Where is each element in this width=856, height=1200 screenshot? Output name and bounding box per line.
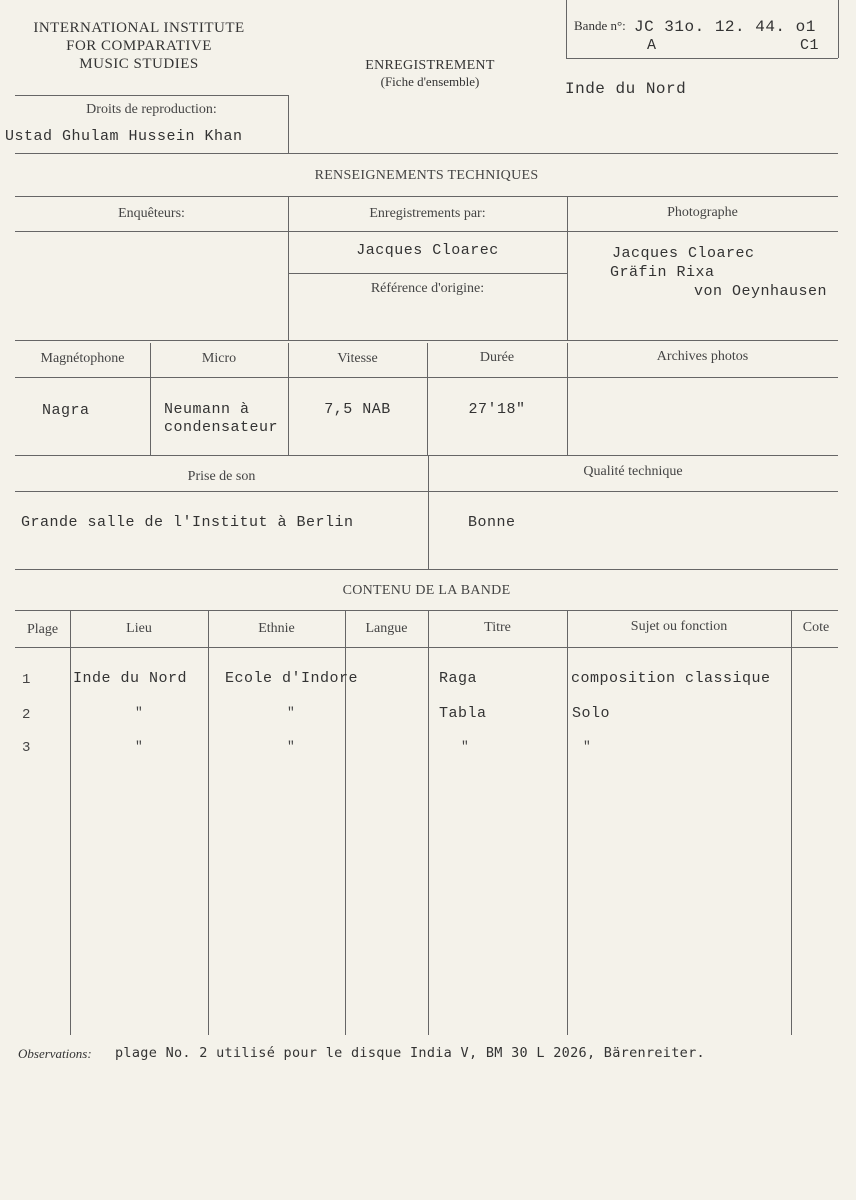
row-3-lieu: " bbox=[135, 739, 143, 754]
enregistrements-value: Jacques Cloarec bbox=[356, 242, 499, 259]
form-title-block bbox=[340, 58, 520, 90]
row-3-sujet: " bbox=[583, 739, 591, 754]
photographe-line-3: von Oeynhausen bbox=[694, 283, 828, 300]
row-2-lieu: " bbox=[135, 705, 143, 720]
archives-photos-label: Archives photos bbox=[656, 349, 749, 364]
technical-section-title: RENSEIGNEMENTS TECHNIQUES bbox=[314, 168, 539, 183]
col-header-lieu: Lieu bbox=[126, 621, 152, 636]
row-2-ethnie: " bbox=[287, 705, 295, 720]
prise-de-son-value: Grande salle de l'Institut à Berlin bbox=[21, 514, 354, 531]
qualite-label: Qualité technique bbox=[583, 464, 683, 479]
bande-side: A bbox=[647, 37, 657, 54]
col-header-titre: Titre bbox=[484, 620, 511, 635]
bande-label: Bande n°: bbox=[574, 18, 626, 33]
bande-number: JC 31o. 12. 44. o1 bbox=[634, 18, 816, 36]
enqueteurs-label: Enquêteurs: bbox=[118, 206, 185, 221]
observations-value: plage No. 2 utilisé pour le disque India V, BM 30 L 2026, Bärenreiter. bbox=[115, 1045, 705, 1061]
row-1-ethnie: Ecole d'Indore bbox=[225, 670, 359, 687]
observations-label: Observations: bbox=[18, 1046, 92, 1061]
duree-value: 27'18" bbox=[468, 401, 526, 418]
row-2-plage: 2 bbox=[22, 707, 31, 723]
form-subtitle: (Fiche d'ensemble) bbox=[380, 74, 480, 89]
row-2-titre: Tabla bbox=[439, 705, 487, 722]
col-header-plage: Plage bbox=[26, 622, 59, 637]
row-3-ethnie: " bbox=[287, 739, 295, 754]
contents-section-title: CONTENU DE LA BANDE bbox=[342, 583, 511, 598]
region: Inde du Nord bbox=[565, 80, 687, 98]
row-1-titre: Raga bbox=[439, 670, 478, 687]
col-header-ethnie: Ethnie bbox=[258, 621, 295, 636]
rights-value: Ustad Ghulam Hussein Khan bbox=[5, 128, 243, 145]
row-2-sujet: Solo bbox=[572, 705, 611, 722]
vitesse-label: Vitesse bbox=[337, 351, 378, 366]
institute-line-2: FOR COMPARATIVE bbox=[66, 38, 212, 54]
col-header-sujet: Sujet ou fonction bbox=[630, 619, 728, 634]
row-3-titre: " bbox=[461, 739, 469, 754]
row-3-plage: 3 bbox=[22, 740, 31, 756]
enregistrements-label: Enregistrements par: bbox=[369, 206, 486, 221]
magnetophone-value: Nagra bbox=[42, 402, 90, 419]
rights-label: Droits de reproduction: bbox=[86, 102, 217, 117]
photographe-label: Photographe bbox=[667, 205, 738, 220]
prise-de-son-label: Prise de son bbox=[187, 469, 256, 484]
row-1-sujet: composition classique bbox=[571, 670, 771, 687]
col-header-langue: Langue bbox=[365, 621, 408, 636]
magnetophone-label: Magnétophone bbox=[40, 351, 125, 366]
row-1-lieu: Inde du Nord bbox=[73, 670, 188, 687]
institute-line-3: MUSIC STUDIES bbox=[79, 56, 199, 72]
micro-label: Micro bbox=[201, 351, 237, 366]
micro-line-2: condensateur bbox=[164, 419, 279, 436]
photographe-line-2: Gräfin Rixa bbox=[610, 264, 715, 281]
institute-line-1: INTERNATIONAL INSTITUTE bbox=[33, 20, 245, 36]
form-title: ENREGISTREMENT bbox=[365, 58, 495, 73]
institute-name bbox=[14, 19, 264, 73]
bande-code: C1 bbox=[800, 37, 820, 54]
reference-label: Référence d'origine: bbox=[370, 281, 485, 296]
vitesse-value: 7,5 NAB bbox=[324, 401, 391, 418]
duree-label: Durée bbox=[479, 350, 515, 365]
photographe-line-1: Jacques Cloarec bbox=[612, 245, 755, 262]
qualite-value: Bonne bbox=[468, 514, 516, 531]
micro-line-1: Neumann à bbox=[164, 401, 250, 418]
row-1-plage: 1 bbox=[22, 672, 31, 688]
col-header-cote: Cote bbox=[802, 620, 830, 635]
